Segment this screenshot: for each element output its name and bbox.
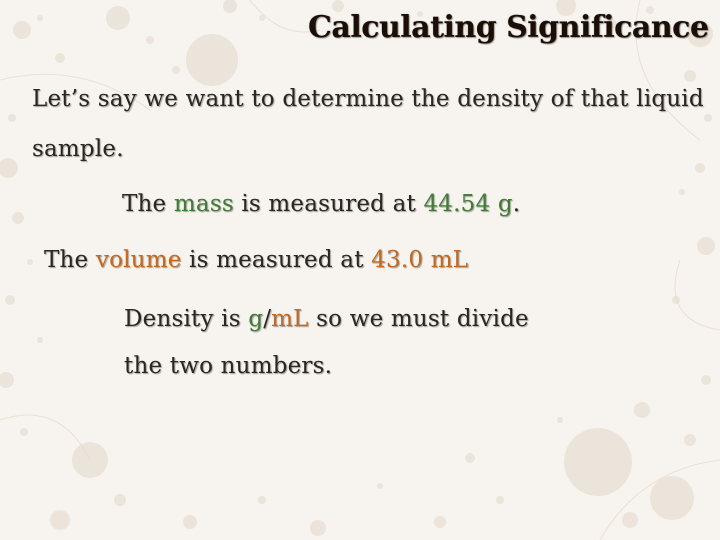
density-slash: / xyxy=(263,306,272,332)
mass-label: mass xyxy=(173,191,234,217)
density-unit-ml: mL xyxy=(271,306,309,332)
intro-line-2: sample. xyxy=(32,136,124,162)
mass-suffix: . xyxy=(512,191,521,217)
volume-middle: is measured at xyxy=(181,247,372,273)
mass-prefix: The xyxy=(122,191,174,217)
volume-prefix: The xyxy=(44,247,96,273)
density-suffix: so we must divide xyxy=(308,306,529,332)
mass-space xyxy=(490,191,498,217)
density-prefix: Density is xyxy=(124,306,249,332)
volume-statement xyxy=(44,247,468,273)
density-statement xyxy=(124,306,529,332)
density-statement-line-2: the two numbers. xyxy=(124,353,333,379)
volume-value: 43.0 xyxy=(371,247,424,273)
volume-space xyxy=(423,247,431,273)
density-unit-g: g xyxy=(248,306,264,332)
intro-line-1: Let’s say we want to determine the density of that liquid xyxy=(32,86,704,112)
mass-value: 44.54 xyxy=(423,191,491,217)
mass-middle: is measured at xyxy=(233,191,424,217)
slide-title: Calculating Significance xyxy=(308,10,709,45)
volume-label: volume xyxy=(95,247,182,273)
volume-unit: mL xyxy=(430,247,469,273)
mass-unit: g xyxy=(497,191,513,217)
mass-statement xyxy=(122,191,520,217)
